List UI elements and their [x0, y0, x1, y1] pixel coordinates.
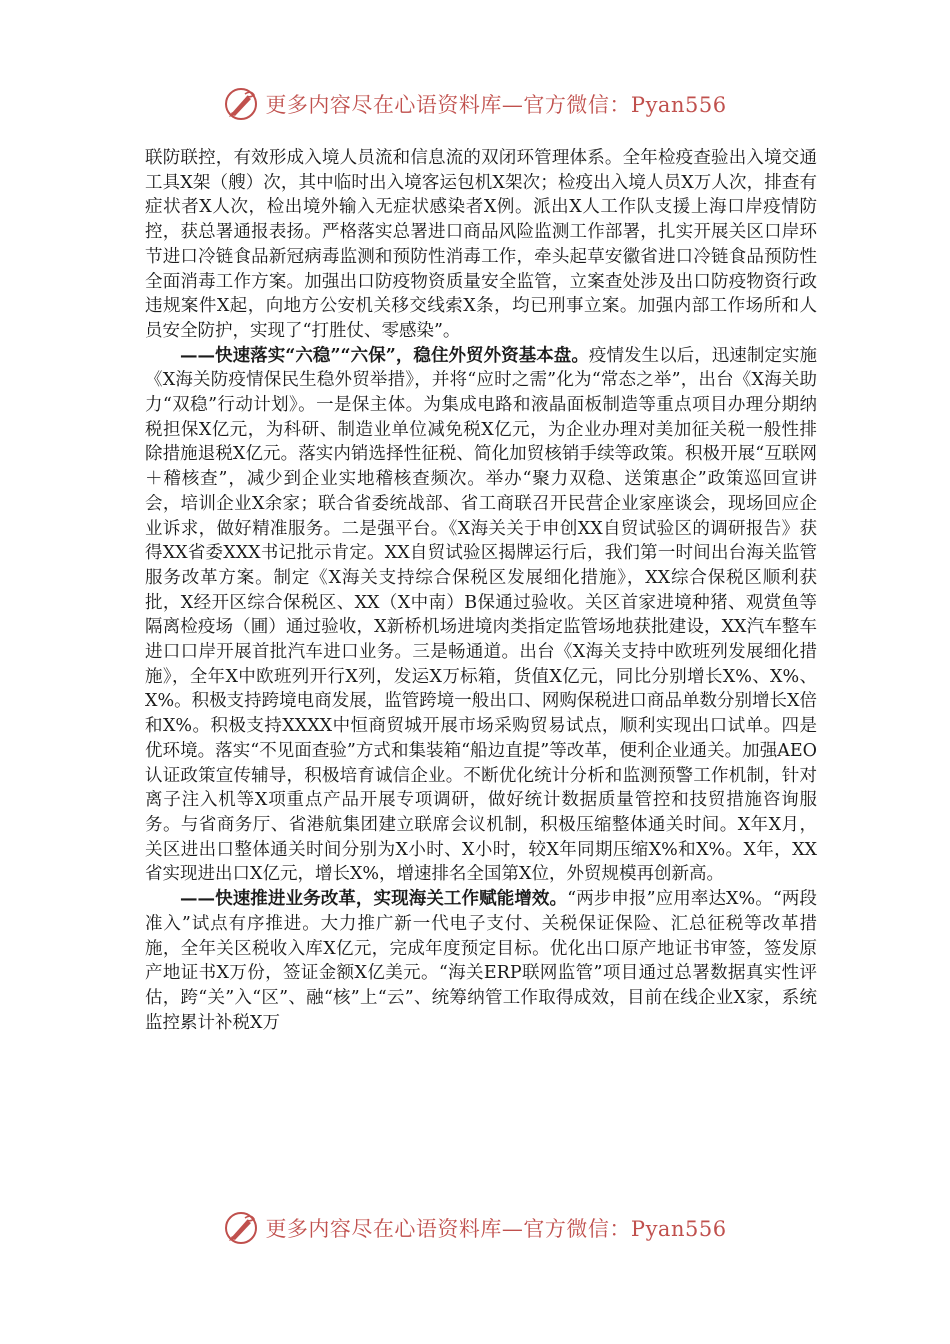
- paragraph-heading: ——快速推进业务改革，实现海关工作赋能增效。: [180, 889, 568, 910]
- watermark-header: [0, 86, 950, 122]
- paragraph-2: [145, 344, 817, 887]
- paragraph-text: 疫情发生以后，迅速制定实施《X海关防疫情保民生稳外贸举措》，并将“应时之需”化为“常态之举”，出台《X海关助力“双稳”行动计划》。一是保主体。为集成电路和液晶面板制造等重点项目办理分期纳税担保X亿元，为科研、制造业单位减免税X亿元，为企业办理对美加征关税一般性排除措施退税X亿元。落实内销选择性征税、简化加贸核销手续等政策。积极开展“互联网＋稽核查”，减少到企业实地稽核查频次。举办“聚力双稳、送策惠企”政策巡回宣讲会，培训企业X余家；联合省委统战部、省工商联召开民营企业家座谈会，现场回应企业诉求，做好精准服务。二是强平台。《X海关关于申创XX自贸试验区的调研报告》获得XX省委XXX书记批示肯定。XX自贸试验区揭牌运行后，我们第一时间出台海关监管服务改革方案。制定《X海关支持综合保税区发展细化措施》，XX综合保税区顺利获批，X经开区综合保税区、XX（X中南）B保通过验收。关区首家进境种猪、观赏鱼等隔离检疫场（圃）通过验收，X新桥机场进境肉类指定监管场地获批建设，XX汽车整车进口口岸开展首批汽车进口业务。三是畅通道。出台《X海关支持中欧班列发展细化措施》，全年X中欧班列开行X列，发运X万标箱，货值X亿元，同比分别增长X%、X%、X%。积极支持跨境电商发展，监管跨境一般出口、网购保税进口商品单数分别增长X倍和X%。积极支持XXXX中恒商贸城开展市场采购贸易试点，顺利实现出口试单。四是优环境。落实“不见面查验”方式和集装箱“船边直提”等改革，便利企业通关。加强AEO认证政策宣传辅导，积极培育诚信企业。不断优化统计分析和监测预警工作机制，针对离子注入机等X项重点产品开展专项调研，做好统计数据质量管控和技贸措施咨询服务。与省商务厅、省港航集团建立联席会议机制，积极压缩整体通关时间。X年X月，关区进出口整体通关时间分别为X小时、X小时，较X年同期压缩X%和X%。X年，XX省实现进出口X亿元，增长X%，增速排名全国第X位，外贸规模再创新高。: [145, 345, 818, 885]
- paragraph-text: “两步申报”应用率达X%。“两段准入”试点有序推进。大力推广新一代电子支付、关税保证保险、汇总征税等改革措施，全年关区税收入库X亿元，完成年度预定目标。优化出口原产地证书审签，签发原产地证书X万份，签证金额X亿美元。“海关ERP联网监管”项目通过总署数据真实性评估，跨“关”入“区”、融“核”上“云”、统筹纳管工作取得成效，目前在线企业X家，系统监控累计补税X万: [145, 889, 817, 1033]
- fountain-pen-logo-icon: [223, 86, 259, 122]
- fountain-pen-logo-icon: [223, 1210, 259, 1246]
- watermark-text: 更多内容尽在心语资料库—官方微信：Pyan556: [265, 93, 727, 117]
- watermark-footer: [0, 1210, 950, 1246]
- paragraph-heading: ——快速落实“六稳”“六保”，稳住外贸外资基本盘。: [180, 345, 589, 366]
- paragraph-3: [145, 887, 817, 1035]
- watermark-text: 更多内容尽在心语资料库—官方微信：Pyan556: [265, 1217, 727, 1241]
- document-body: [145, 146, 817, 1035]
- paragraph-text: 联防联控，有效形成入境人员流和信息流的双闭环管理体系。全年检疫查验出入境交通工具X架（艘）次，其中临时出入境客运包机X架次；检疫出入境人员X万人次，排查有症状者X人次，检出境外输入无症状感染者X例。派出X人工作队支援上海口岸疫情防控，获总署通报表扬。严格落实总署进口商品风险监测工作部署，扎实开展关区口岸环节进口冷链食品新冠病毒监测和预防性消毒工作，牵头起草安徽省进口冷链食品预防性全面消毒工作方案。加强出口防疫物资质量安全监管，立案查处涉及出口防疫物资行政违规案件X起，向地方公安机关移交线索X条，均已刑事立案。加强内部工作场所和人员安全防护，实现了“打胜仗、零感染”。: [145, 148, 817, 341]
- paragraph-1: [145, 146, 817, 344]
